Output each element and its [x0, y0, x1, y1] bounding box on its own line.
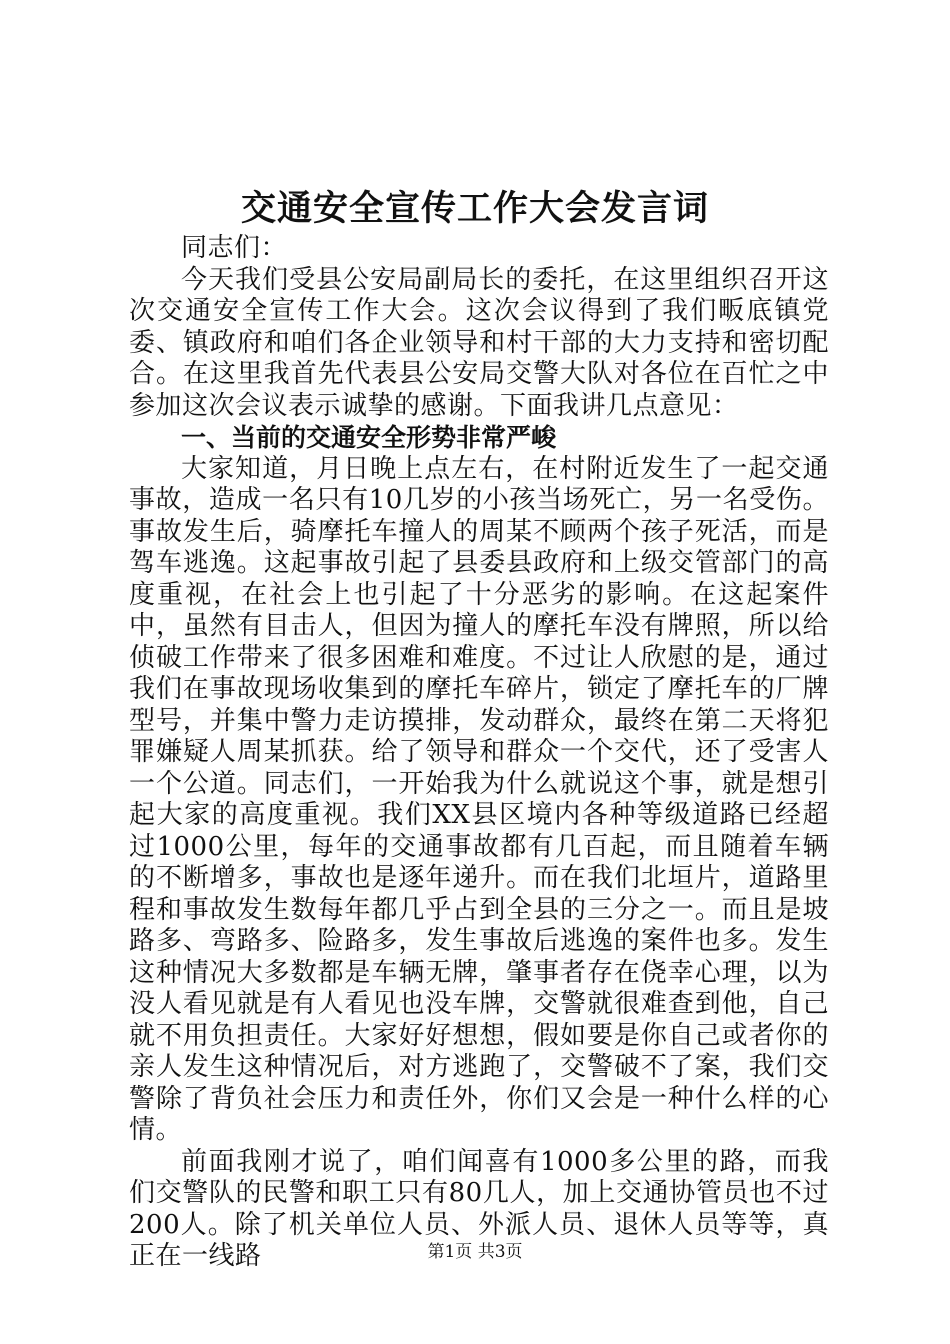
- paragraph-accident: 大家知道，月日晚上点左右，在村附近发生了一起交通事故，造成一名只有10几岁的小孩当场死亡，另一名受伤。事故发生后，骑摩托车撞人的周某不顾两个孩子死活，而是驾车逃逸。这起事故引起了县委县政府和上级交管部门的高度重视，在社会上也引起了十分恶劣的影响。在这起案件中，虽然有目击人，但因为撞人的摩托车没有牌照，所以给侦破工作带来了很多困难和难度。不过让人欣慰的是，通过我们在事故现场收集到的摩托车碎片，锁定了摩托车的厂牌型号，并集中警力走访摸排，发动群众，最终在第二天将犯罪嫌疑人周某抓获。给了领导和群众一个交代，还了受害人一个公道。同志们，一开始我为什么就说这个事，就是想引起大家的高度重视。我们XX县区境内各种等级道路已经超过1000公里，每年的交通事故都有几百起，而且随着车辆的不断增多，事故也是逐年递升。而在我们北垣片，道路里程和事故发生数每年都几乎占到全县的三分之一。而且是坡路多、弯路多、险路多，发生事故后逃逸的案件也多。发生这种情况大多数都是车辆无牌，肇事者存在侥幸心理，以为没人看见就是有人看见也没车牌，交警就很难查到他，自己就不用负担责任。大家好好想想，假如要是你自己或者你的亲人发生这种情况后，对方逃跑了，交警破不了案，我们交警除了背负社会压力和责任外，你们又会是一种什么样的心情。: [129, 453, 829, 1145]
- section-heading: 一、当前的交通安全形势非常严峻: [181, 423, 557, 452]
- document-body: [129, 233, 829, 1273]
- document-title: 交通安全宣传工作大会发言词: [240, 189, 709, 229]
- paragraph-intro: 今天我们受县公安局副局长的委托，在这里组织召开这次交通安全宣传工作大会。这次会议得到了我们畈底镇党委、镇政府和咱们各企业领导和村干部的大力支持和密切配合。在这里我首先代表县公安局交警大队对各位在百忙之中参加这次会议表示诚挚的感谢。下面我讲几点意见：: [129, 264, 829, 421]
- greeting: 同志们：: [181, 233, 288, 263]
- page-number: 第1页 共3页: [427, 1242, 523, 1262]
- paragraph-staffing: 前面我刚才说了，咱们闻喜有1000多公里的路，而我们交警队的民警和职工只有80几人，加上交通协管员也不过200人。除了机关单位人员、外派人员、退休人员等等，真正在一线路: [129, 1146, 829, 1271]
